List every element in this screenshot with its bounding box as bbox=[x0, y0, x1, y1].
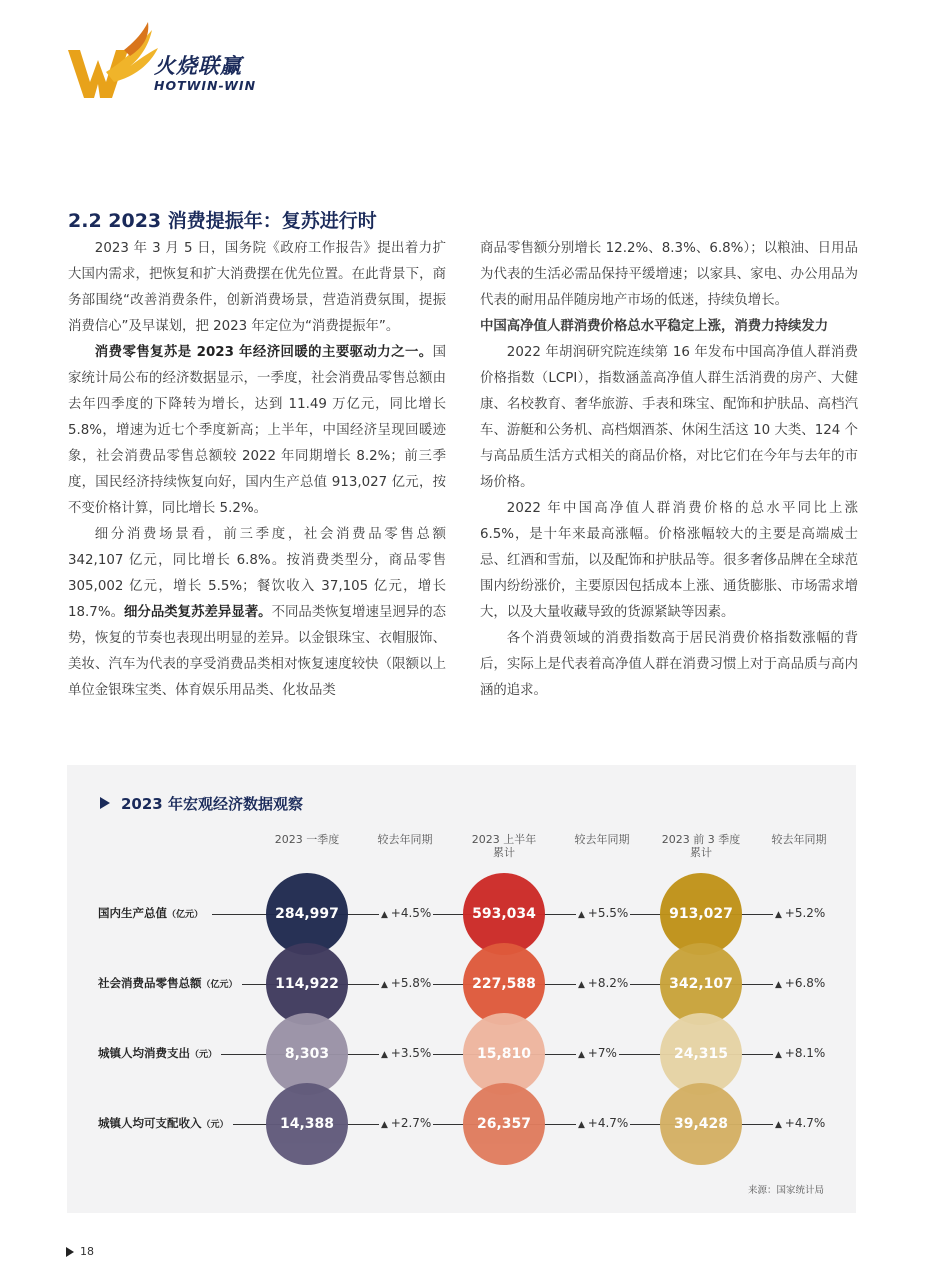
growth-change bbox=[379, 1116, 433, 1132]
column-header bbox=[547, 833, 657, 846]
row-label bbox=[98, 906, 207, 922]
row-label bbox=[98, 976, 242, 992]
column-header-line1: 2023 前 3 季度 bbox=[661, 833, 741, 846]
subheading-lcpi: 中国高净值人群消费价格总水平稳定上涨，消费力持续发力 bbox=[480, 319, 829, 334]
growth-change bbox=[773, 906, 827, 922]
growth-value: +3.5% bbox=[390, 1046, 432, 1060]
panel-title: 2023 年宏观经济数据观察 bbox=[121, 795, 303, 813]
value-bubble: 284,997 bbox=[266, 873, 348, 955]
segments-detail-a: 细分消费场景看，前三季度，社会消费品零售总额 342,107 亿元，同比增长 6.8%。按消费类型分，商品零售 305,002 亿元，增长 5.5%；餐饮收入 37,105 亿元，增长 18.7%。 bbox=[68, 527, 446, 620]
column-header-line1: 较去年同期 bbox=[377, 833, 433, 846]
up-arrow-icon: ▲ bbox=[578, 1120, 588, 1130]
row-label-text: 国内生产总值 bbox=[98, 906, 167, 920]
column-header-line2: 累计 bbox=[493, 846, 515, 859]
growth-value: +7% bbox=[587, 1046, 617, 1060]
key-sentence-retail: 消费零售复苏是 2023 年经济回暖的主要驱动力之一。 bbox=[94, 345, 433, 360]
column-header bbox=[646, 833, 756, 859]
value-bubble: 8,303 bbox=[266, 1013, 348, 1095]
growth-change bbox=[576, 1046, 619, 1062]
column-header-line1: 较去年同期 bbox=[771, 833, 827, 846]
value-bubble: 26,357 bbox=[463, 1083, 545, 1165]
column-header-line1: 2023 一季度 bbox=[274, 833, 340, 846]
growth-change bbox=[576, 906, 630, 922]
growth-value: +5.8% bbox=[390, 976, 432, 990]
column-header bbox=[350, 833, 460, 846]
row-label-unit: （元） bbox=[201, 1120, 229, 1130]
value-bubble: 24,315 bbox=[660, 1013, 742, 1095]
growth-value: +5.5% bbox=[587, 906, 629, 920]
row-label-unit: （元） bbox=[190, 1050, 218, 1060]
growth-value: +8.2% bbox=[587, 976, 629, 990]
growth-value: +5.2% bbox=[784, 906, 826, 920]
paragraph-conclusion: 各个消费领域的消费指数高于居民消费价格指数涨幅的背后，实际上是代表着高净值人群在消费习惯上对于高品质与高内涵的追求。 bbox=[480, 631, 858, 698]
up-arrow-icon: ▲ bbox=[775, 910, 785, 920]
segments-detail-b: 不同品类恢复增速呈迥异的态势，恢复的节奏也表现出明显的差异。以金银珠宝、衣帽服饰、美妆、汽车为代表的享受消费品类相对恢复速度较快（限额以上单位金银珠宝类、体育娱乐用品类、化妆品类 bbox=[68, 605, 447, 698]
value-bubble: 39,428 bbox=[660, 1083, 742, 1165]
row-label-text: 社会消费品零售总额 bbox=[98, 976, 202, 990]
growth-value: +4.7% bbox=[587, 1116, 629, 1130]
paragraph-segments bbox=[68, 522, 446, 704]
growth-value: +8.1% bbox=[784, 1046, 826, 1060]
growth-change bbox=[379, 906, 433, 922]
growth-change bbox=[773, 976, 827, 992]
row-label-unit: （亿元） bbox=[167, 910, 204, 920]
paragraph-continued: 商品零售额分别增长 12.2%、8.3%、6.8%）；以粮油、日用品为代表的生活必需品保持平缓增速；以家具、家电、办公用品为代表的耐用品伴随房地产市场的低迷，持续负增长。 bbox=[480, 241, 858, 308]
key-sentence-categories: 细分品类复苏差异显著。 bbox=[123, 605, 272, 620]
paragraph-lcpi: 2022 年胡润研究院连续第 16 年发布中国高净值人群消费价格指数（LCPI），指数涵盖高净值人群生活消费的房产、大健康、名校教育、奢华旅游、手表和珠宝、配饰和护肤品、高档汽车、游艇和公务机、高档烟酒茶、休闲生活这 10 大类、124 个与高品质生活方式相关的商品价格，对比它们在今年与去年的市场价格。 bbox=[480, 345, 858, 490]
up-arrow-icon: ▲ bbox=[775, 980, 785, 990]
up-arrow-icon: ▲ bbox=[381, 910, 391, 920]
page-number: 18 bbox=[80, 1245, 94, 1258]
value-bubble: 14,388 bbox=[266, 1083, 348, 1165]
retail-detail: 国家统计局公布的经济数据显示，一季度，社会消费品零售总额由去年四季度的下降转为增长，达到 11.49 万亿元，同比增长 5.8%，增速为近七个季度新高；上半年，中国经济呈现回暖迹象，社会消费品零售总额较 2022 年同期增长 8.2%；前三季度，国民经济持续恢复向好，国内生产总值 913,027 亿元，按不变价格计算，同比增长 5.2%。 bbox=[68, 345, 446, 516]
growth-value: +2.7% bbox=[390, 1116, 432, 1130]
value-bubble: 15,810 bbox=[463, 1013, 545, 1095]
row-label-text: 城镇人均消费支出 bbox=[98, 1046, 190, 1060]
paragraph-retail bbox=[68, 340, 446, 522]
column-header bbox=[744, 833, 854, 846]
row-label-text: 城镇人均可支配收入 bbox=[98, 1116, 202, 1130]
column-header-line1: 较去年同期 bbox=[574, 833, 630, 846]
up-arrow-icon: ▲ bbox=[578, 1050, 588, 1060]
value-bubble: 593,034 bbox=[463, 873, 545, 955]
panel-title-arrow-icon bbox=[100, 797, 110, 809]
value-bubble: 913,027 bbox=[660, 873, 742, 955]
up-arrow-icon: ▲ bbox=[381, 980, 391, 990]
left-column bbox=[68, 236, 446, 704]
growth-value: +4.7% bbox=[784, 1116, 826, 1130]
paragraph-price-rise: 2022 年中国高净值人群消费价格的总水平同比上涨 6.5%，是十年来最高涨幅。价格涨幅较大的主要是高端威士忌、红酒和雪茄，以及配饰和护肤品等。很多奢侈品牌在全球范围内纷纷涨价，主要原因包括成本上涨、通货膨胀、市场需求增大，以及大量收藏导致的货源紧缺等因素。 bbox=[480, 501, 858, 620]
right-column bbox=[480, 236, 858, 704]
value-bubble: 227,588 bbox=[463, 943, 545, 1025]
growth-value: +4.5% bbox=[390, 906, 432, 920]
growth-change bbox=[576, 976, 630, 992]
growth-change bbox=[379, 976, 433, 992]
up-arrow-icon: ▲ bbox=[381, 1050, 391, 1060]
row-label bbox=[98, 1046, 221, 1062]
value-bubble: 114,922 bbox=[266, 943, 348, 1025]
growth-value: +6.8% bbox=[784, 976, 826, 990]
growth-change bbox=[773, 1116, 827, 1132]
row-label-unit: （亿元） bbox=[201, 980, 238, 990]
growth-change bbox=[576, 1116, 630, 1132]
page-marker-icon bbox=[66, 1247, 74, 1257]
up-arrow-icon: ▲ bbox=[775, 1050, 785, 1060]
brand-name-en: HOTWIN-WIN bbox=[154, 78, 257, 93]
up-arrow-icon: ▲ bbox=[578, 910, 588, 920]
up-arrow-icon: ▲ bbox=[578, 980, 588, 990]
up-arrow-icon: ▲ bbox=[381, 1120, 391, 1130]
section-title: 2.2 2023 消费提振年：复苏进行时 bbox=[68, 210, 377, 232]
column-header bbox=[252, 833, 362, 846]
value-bubble: 342,107 bbox=[660, 943, 742, 1025]
growth-change bbox=[773, 1046, 827, 1062]
growth-change bbox=[379, 1046, 433, 1062]
brand-name-cn: 火烧联赢 bbox=[154, 54, 242, 78]
paragraph-intro: 2023 年 3 月 5 日，国务院《政府工作报告》提出着力扩大国内需求，把恢复和扩大消费摆在优先位置。在此背景下，商务部围绕“改善消费条件，创新消费场景，营造消费氛围，提振消费信心”及早谋划，把 2023 年定位为“消费提振年”。 bbox=[68, 241, 446, 334]
row-label bbox=[98, 1116, 233, 1132]
data-source: 来源：国家统计局 bbox=[748, 1185, 825, 1196]
column-header-line2: 累计 bbox=[690, 846, 712, 859]
column-header bbox=[449, 833, 559, 859]
column-header-line1: 2023 上半年 bbox=[471, 833, 537, 846]
up-arrow-icon: ▲ bbox=[775, 1120, 785, 1130]
